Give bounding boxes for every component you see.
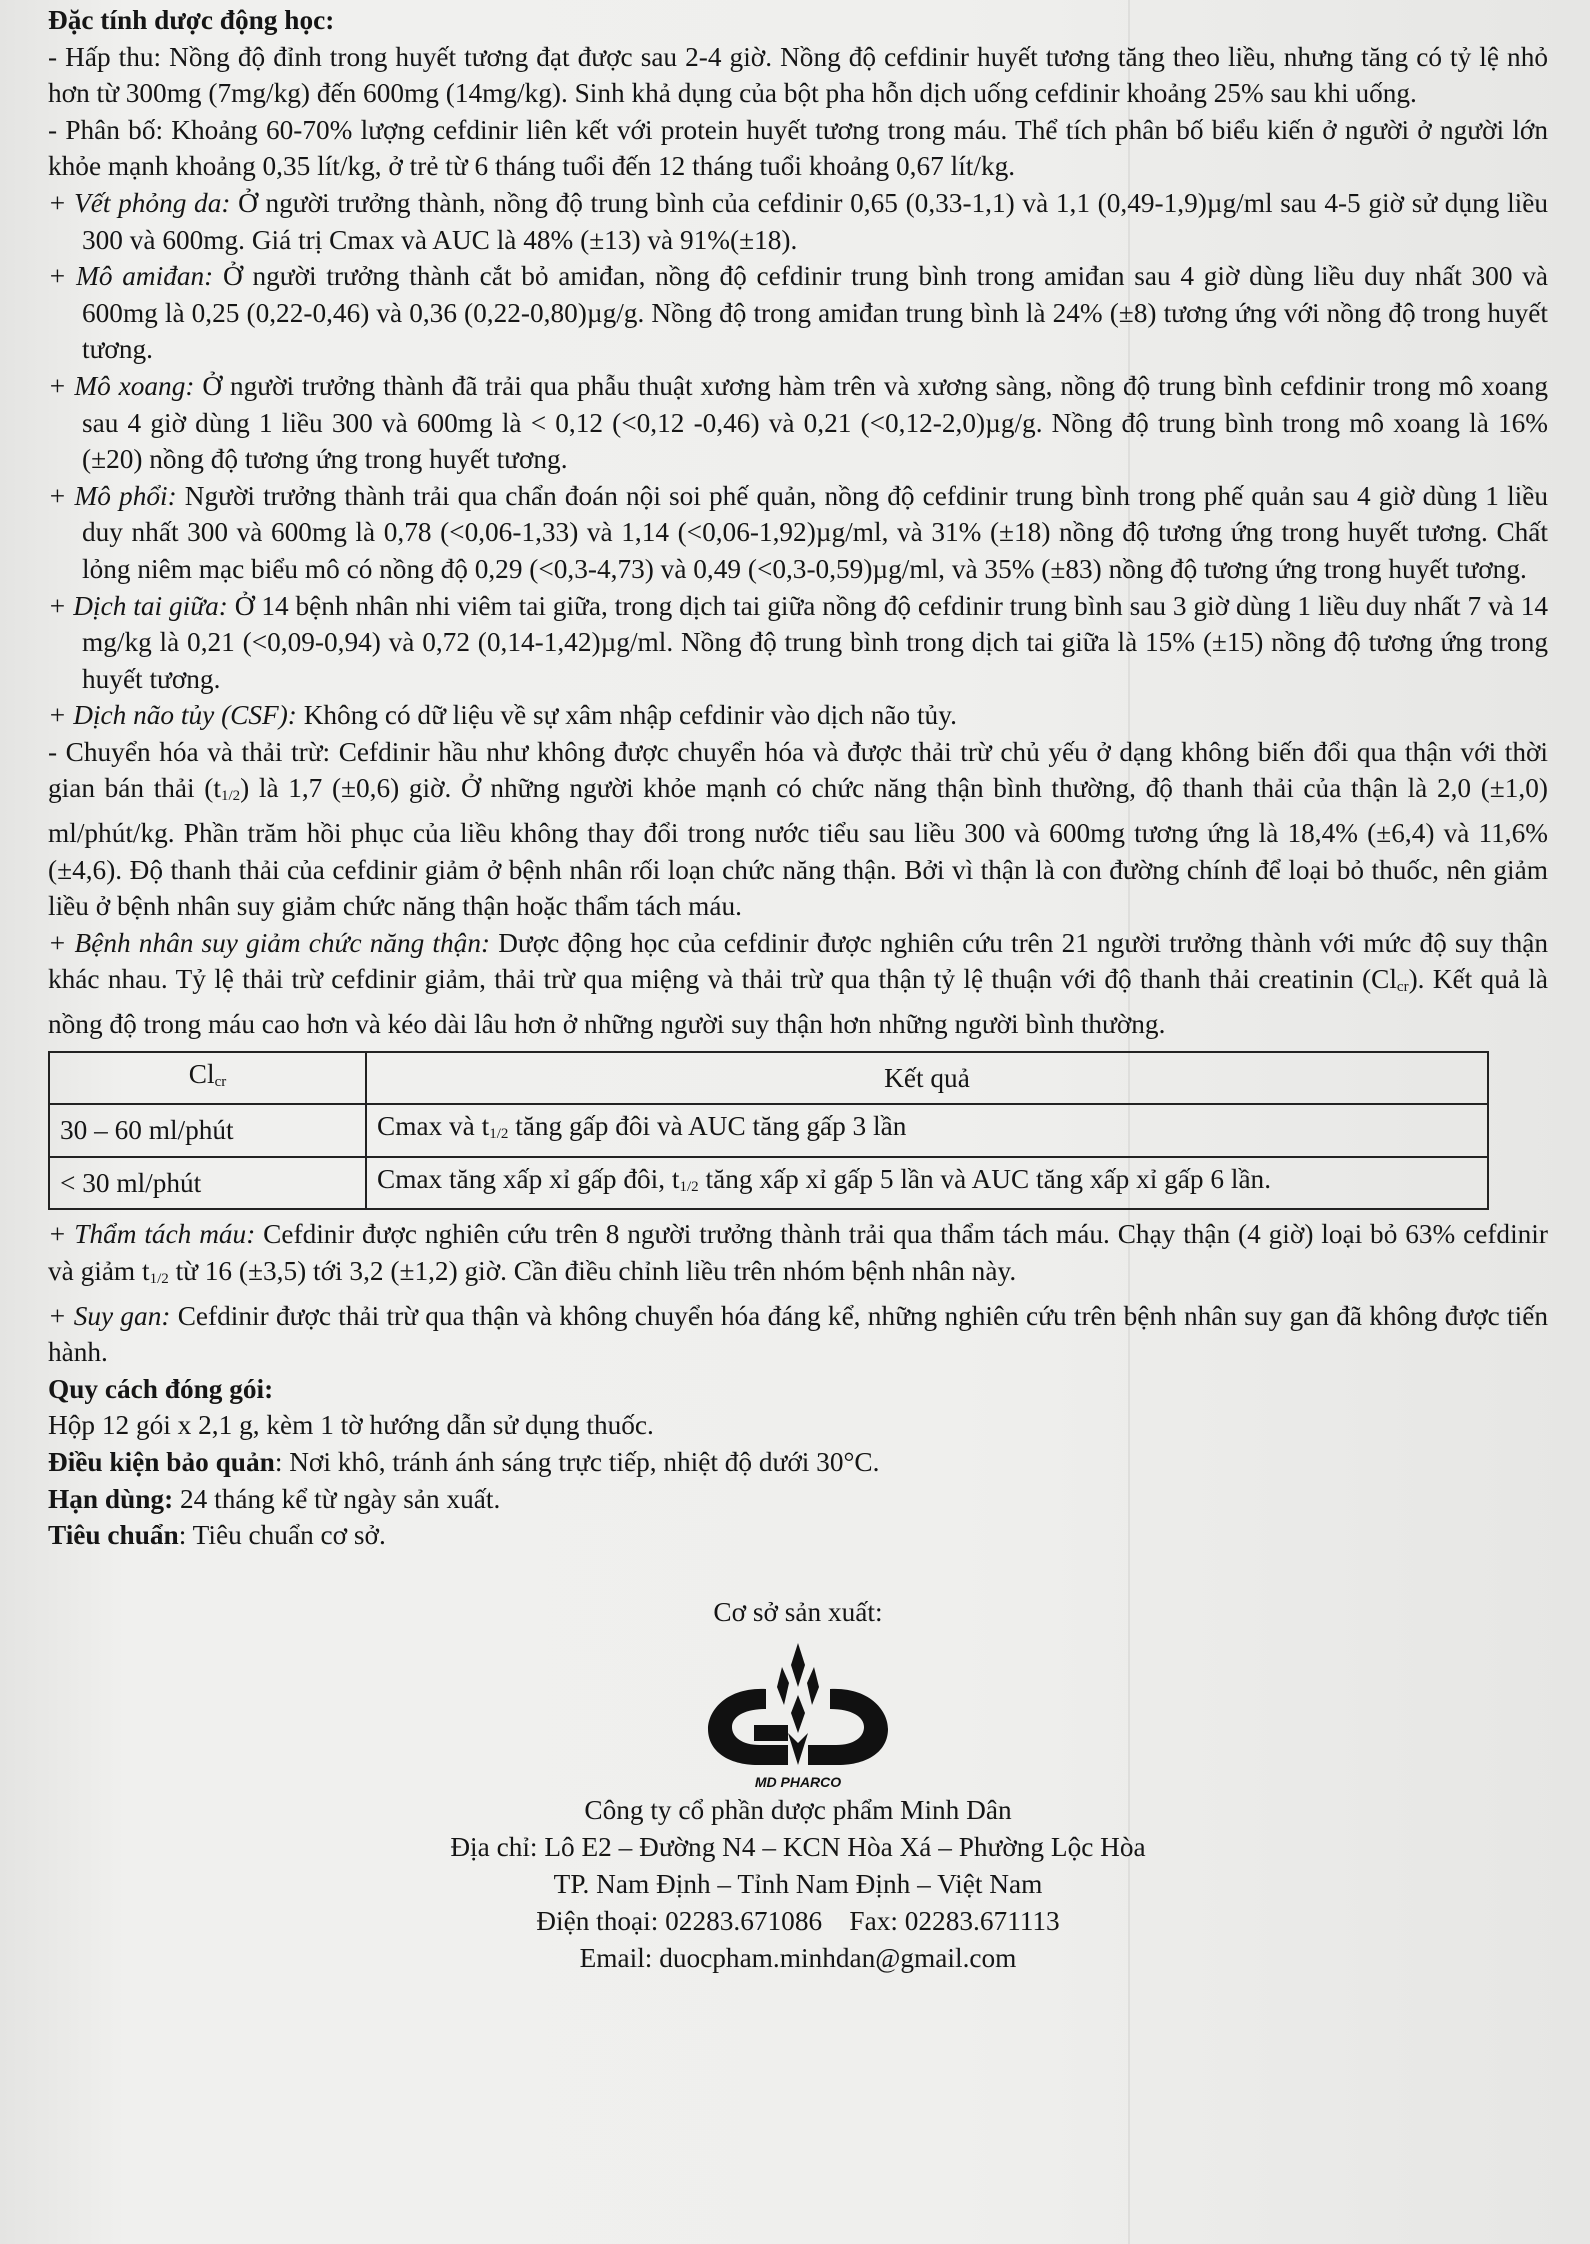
renal-text-1: Dược động học của cefdinir được nghiên cứu trên 21 người trưởng thành với mức độ suy thận khác nhau. Tỷ lệ thải trừ cefdinir giảm, thải trừ qua miệng và thải trừ qua thận tỷ lệ thuận với độ thanh thải creatinin (Cl — [48, 927, 1548, 995]
result-text-2: tăng gấp đôi và AUC tăng gấp 3 lần — [508, 1111, 907, 1142]
distribution-paragraph: - Phân bố: Khoảng 60-70% lượng cefdinir liên kết với protein huyết tương trong máu. Thể tích phân bố biểu kiến ở người ở người lớn khỏe mạnh khoảng 0,35 lít/kg, ở trẻ từ 6 tháng tuổi đến 12 tháng tuổi khoảng 0,67 lít/kg. — [48, 114, 1548, 182]
logo-text: MD PHARCO — [754, 1773, 842, 1790]
shelf-life-label: Hạn dùng: — [48, 1483, 174, 1514]
renal-text-2: ). Kết quả là nồng độ trong máu cao hơn và kéo dài lâu hơn ở những người suy thận hơn những người bình thường. — [48, 964, 1548, 1040]
dialysis-paragraph — [48, 1216, 1548, 1297]
clcr-cell: < 30 ml/phút — [49, 1157, 366, 1210]
md-pharco-logo — [698, 1637, 898, 1792]
dialysis-subscript: 1/2 — [149, 1271, 169, 1287]
standard-line — [48, 1517, 1548, 1554]
address-line-1: Địa chỉ: Lô E2 – Đường N4 – KCN Hòa Xá – Phường Lộc Hòa — [450, 1831, 1146, 1862]
clcr-column-header — [49, 1052, 366, 1105]
blister-label: + Vết phỏng da: — [48, 187, 231, 218]
renal-paragraph — [48, 925, 1548, 1043]
phone-fax-line: Điện thoại: 02283.671086 Fax: 02283.671113 — [536, 1905, 1060, 1936]
metabolism-paragraph — [48, 734, 1548, 925]
table-row — [49, 1104, 1488, 1157]
clcr-header-sub: cr — [214, 1073, 227, 1090]
lung-paragraph — [48, 478, 1548, 588]
dialysis-text-1: Cefdinir được nghiên cứu trên 8 người trưởng thành trải qua thẩm tách máu. Chạy thận (4 giờ) loại bỏ 63% cefdinir và giảm t — [48, 1219, 1548, 1286]
standard-label: Tiêu chuẩn — [48, 1520, 179, 1551]
manufacturer-heading: Cơ sở sản xuất: — [713, 1596, 883, 1627]
table-row — [49, 1157, 1488, 1210]
blister-paragraph — [48, 185, 1548, 258]
standard-text: : Tiêu chuẩn cơ sở. — [178, 1520, 386, 1551]
storage-text: : Nơi khô, tránh ánh sáng trực tiếp, nhiệt độ dưới 30°C. — [274, 1446, 880, 1477]
result-column-header: Kết quả — [366, 1052, 1488, 1105]
lung-label: + Mô phổi: — [48, 480, 177, 511]
company-name: Công ty cổ phần dược phẩm Minh Dân — [584, 1794, 1012, 1825]
csf-text: Không có dữ liệu về sự xâm nhập cefdinir vào dịch não tủy. — [296, 700, 957, 731]
sinus-text: Ở người trưởng thành đã trải qua phẫu thuật xương hàm trên và xương sàng, nồng độ trung bình cefdinir trong mô xoang sau 4 giờ dùng 1 liều 300 và 600mg là < 0,12 (<0,12 -0,46) và 0,21 (<0,12-2,0)µg/g. Nồng độ trung bình trong mô xoang là 16% (±20) nồng độ tương ứng trong huyết tương. — [82, 370, 1548, 475]
absorption-paragraph: - Hấp thu: Nồng độ đỉnh trong huyết tương đạt được sau 2-4 giờ. Nồng độ cefdinir huyết tương tăng theo liều, nhưng tăng có tỷ lệ nhỏ hơn từ 300mg (7mg/kg) đến 600mg (14mg/kg). Sinh khả dụng của bột pha hỗn dịch uống cefdinir khoảng 25% sau khi uống. — [48, 41, 1548, 109]
result-text-2: tăng xấp xỉ gấp 5 lần và AUC tăng xấp xỉ gấp 6 lần. — [698, 1163, 1272, 1194]
metabolism-text-1: - Chuyển hóa và thải trừ: Cefdinir hầu như không được chuyển hóa và được thải trừ chủ yếu ở dạng không biến đổi qua thận với thời gian bán thải (t — [48, 736, 1548, 804]
shelf-life-text: 24 tháng kể từ ngày sản xuất. — [173, 1483, 501, 1514]
renal-results-table — [48, 1051, 1489, 1211]
tonsil-text: Ở người trưởng thành cắt bỏ amiđan, nồng độ cefdinir trung bình trong amiđan sau 4 giờ dùng liều duy nhất 300 và 600mg là 0,25 (0,22-0,46) và 0,36 (0,22-0,80)µg/g. Nồng độ trong amiđan trung bình là 24% (±8) tương ứng với nồng độ trong huyết tương. — [82, 261, 1549, 365]
blister-text: Ở người trưởng thành, nồng độ trung bình của cefdinir 0,65 (0,33-1,1) và 1,1 (0,49-1,9)µg/ml sau 4-5 giờ sử dụng liều 300 và 600mg. Giá trị Cmax và AUC là 48% (±13) và 91%(±18). — [82, 187, 1549, 255]
sinus-paragraph — [48, 368, 1548, 478]
middle-ear-paragraph — [48, 588, 1548, 698]
shelf-life-line — [48, 1481, 1548, 1518]
packaging-text: Hộp 12 gói x 2,1 g, kèm 1 tờ hướng dẫn sử dụng thuốc. — [48, 1410, 654, 1441]
clcr-subscript: cr — [1396, 979, 1409, 996]
packaging-heading: Quy cách đóng gói: — [48, 1373, 274, 1404]
result-cell — [366, 1104, 1488, 1157]
result-subscript: 1/2 — [489, 1126, 509, 1143]
middle-ear-text: Ở 14 bệnh nhân nhi viêm tai giữa, trong dịch tai giữa nồng độ cefdinir trung bình sau 3 giờ dùng 1 liều duy nhất 7 và 14 mg/kg là 0,21 (<0,09-0,94) và 0,72 (0,14-1,42)µg/ml. Nồng độ trung bình trong dịch tai giữa là 15% (±15) nồng độ tương ứng trong huyết tương. — [82, 590, 1548, 694]
result-cell — [366, 1157, 1488, 1210]
dialysis-text-2: từ 16 (±3,5) tới 3,2 (±1,2) giờ. Cần điều chỉnh liều trên nhóm bệnh nhân này. — [168, 1256, 1017, 1286]
tonsil-paragraph — [48, 258, 1548, 368]
email-line: Email: duocpham.minhdan@gmail.com — [579, 1942, 1017, 1973]
result-text-1: Cmax và t — [377, 1111, 490, 1142]
manufacturer-block — [48, 1594, 1548, 1977]
dialysis-label: + Thẩm tách máu: — [48, 1219, 256, 1250]
storage-line — [48, 1444, 1548, 1481]
lung-text: Người trưởng thành trải qua chẩn đoán nội soi phế quản, nồng độ cefdinir trung bình trong phế quản sau 4 giờ dùng 1 liều duy nhất 300 và 600mg là 0,78 (<0,06-1,33) và 1,14 (<0,06-1,92)µg/ml, và 31% (±18) nồng độ tương ứng trong huyết tương. Chất lỏng niêm mạc biểu mô có nồng độ 0,29 (<0,3-4,73) và 0,49 (<0,3-0,59)µg/ml, và 35% (±83) nồng độ tương ứng trong huyết tương. — [82, 480, 1548, 584]
storage-label: Điều kiện bảo quản — [48, 1446, 275, 1477]
middle-ear-label: + Dịch tai giữa: — [48, 590, 228, 621]
csf-label: + Dịch não tủy (CSF): — [48, 700, 297, 731]
half-life-subscript: 1/2 — [220, 788, 241, 805]
hepatic-paragraph — [48, 1298, 1548, 1371]
table-header-row — [49, 1052, 1488, 1105]
metabolism-text-2: ) là 1,7 (±0,6) giờ. Ở những người khỏe mạnh có chức năng thận bình thường, độ thanh thải của thận là 2,0 (±1,0) ml/phút/kg. Phần trăm hồi phục của liều không thay đổi trong nước tiểu sau liều 300 và 600mg tương ứng là 18,4% (±6,4) và 11,6% (±4,6). Độ thanh thải của cefdinir giảm ở bệnh nhân rối loạn chức năng thận. Bởi vì thận là con đường chính để loại bỏ thuốc, nên giảm liều ở bệnh nhân suy giảm chức năng thận hoặc thẩm tách máu. — [48, 773, 1548, 922]
clcr-header-main: Cl — [188, 1058, 215, 1089]
result-text-1: Cmax tăng xấp xỉ gấp đôi, t — [377, 1163, 680, 1194]
csf-paragraph — [48, 697, 1548, 734]
sinus-label: + Mô xoang: — [48, 370, 195, 401]
result-subscript: 1/2 — [679, 1178, 699, 1195]
hepatic-text: Cefdinir được thải trừ qua thận và không chuyển hóa đáng kể, những nghiên cứu trên bệnh nhân suy gan đã không được tiến hành. — [48, 1300, 1548, 1368]
tonsil-label: + Mô amiđan: — [48, 261, 214, 292]
pk-heading: Đặc tính dược động học: — [48, 5, 335, 35]
address-line-2: TP. Nam Định – Tỉnh Nam Định – Việt Nam — [553, 1868, 1043, 1899]
clcr-cell: 30 – 60 ml/phút — [49, 1104, 366, 1157]
leaflet-content — [48, 2, 1548, 1977]
hepatic-label: + Suy gan: — [48, 1300, 171, 1331]
renal-label: + Bệnh nhân suy giảm chức năng thận: — [48, 927, 491, 958]
